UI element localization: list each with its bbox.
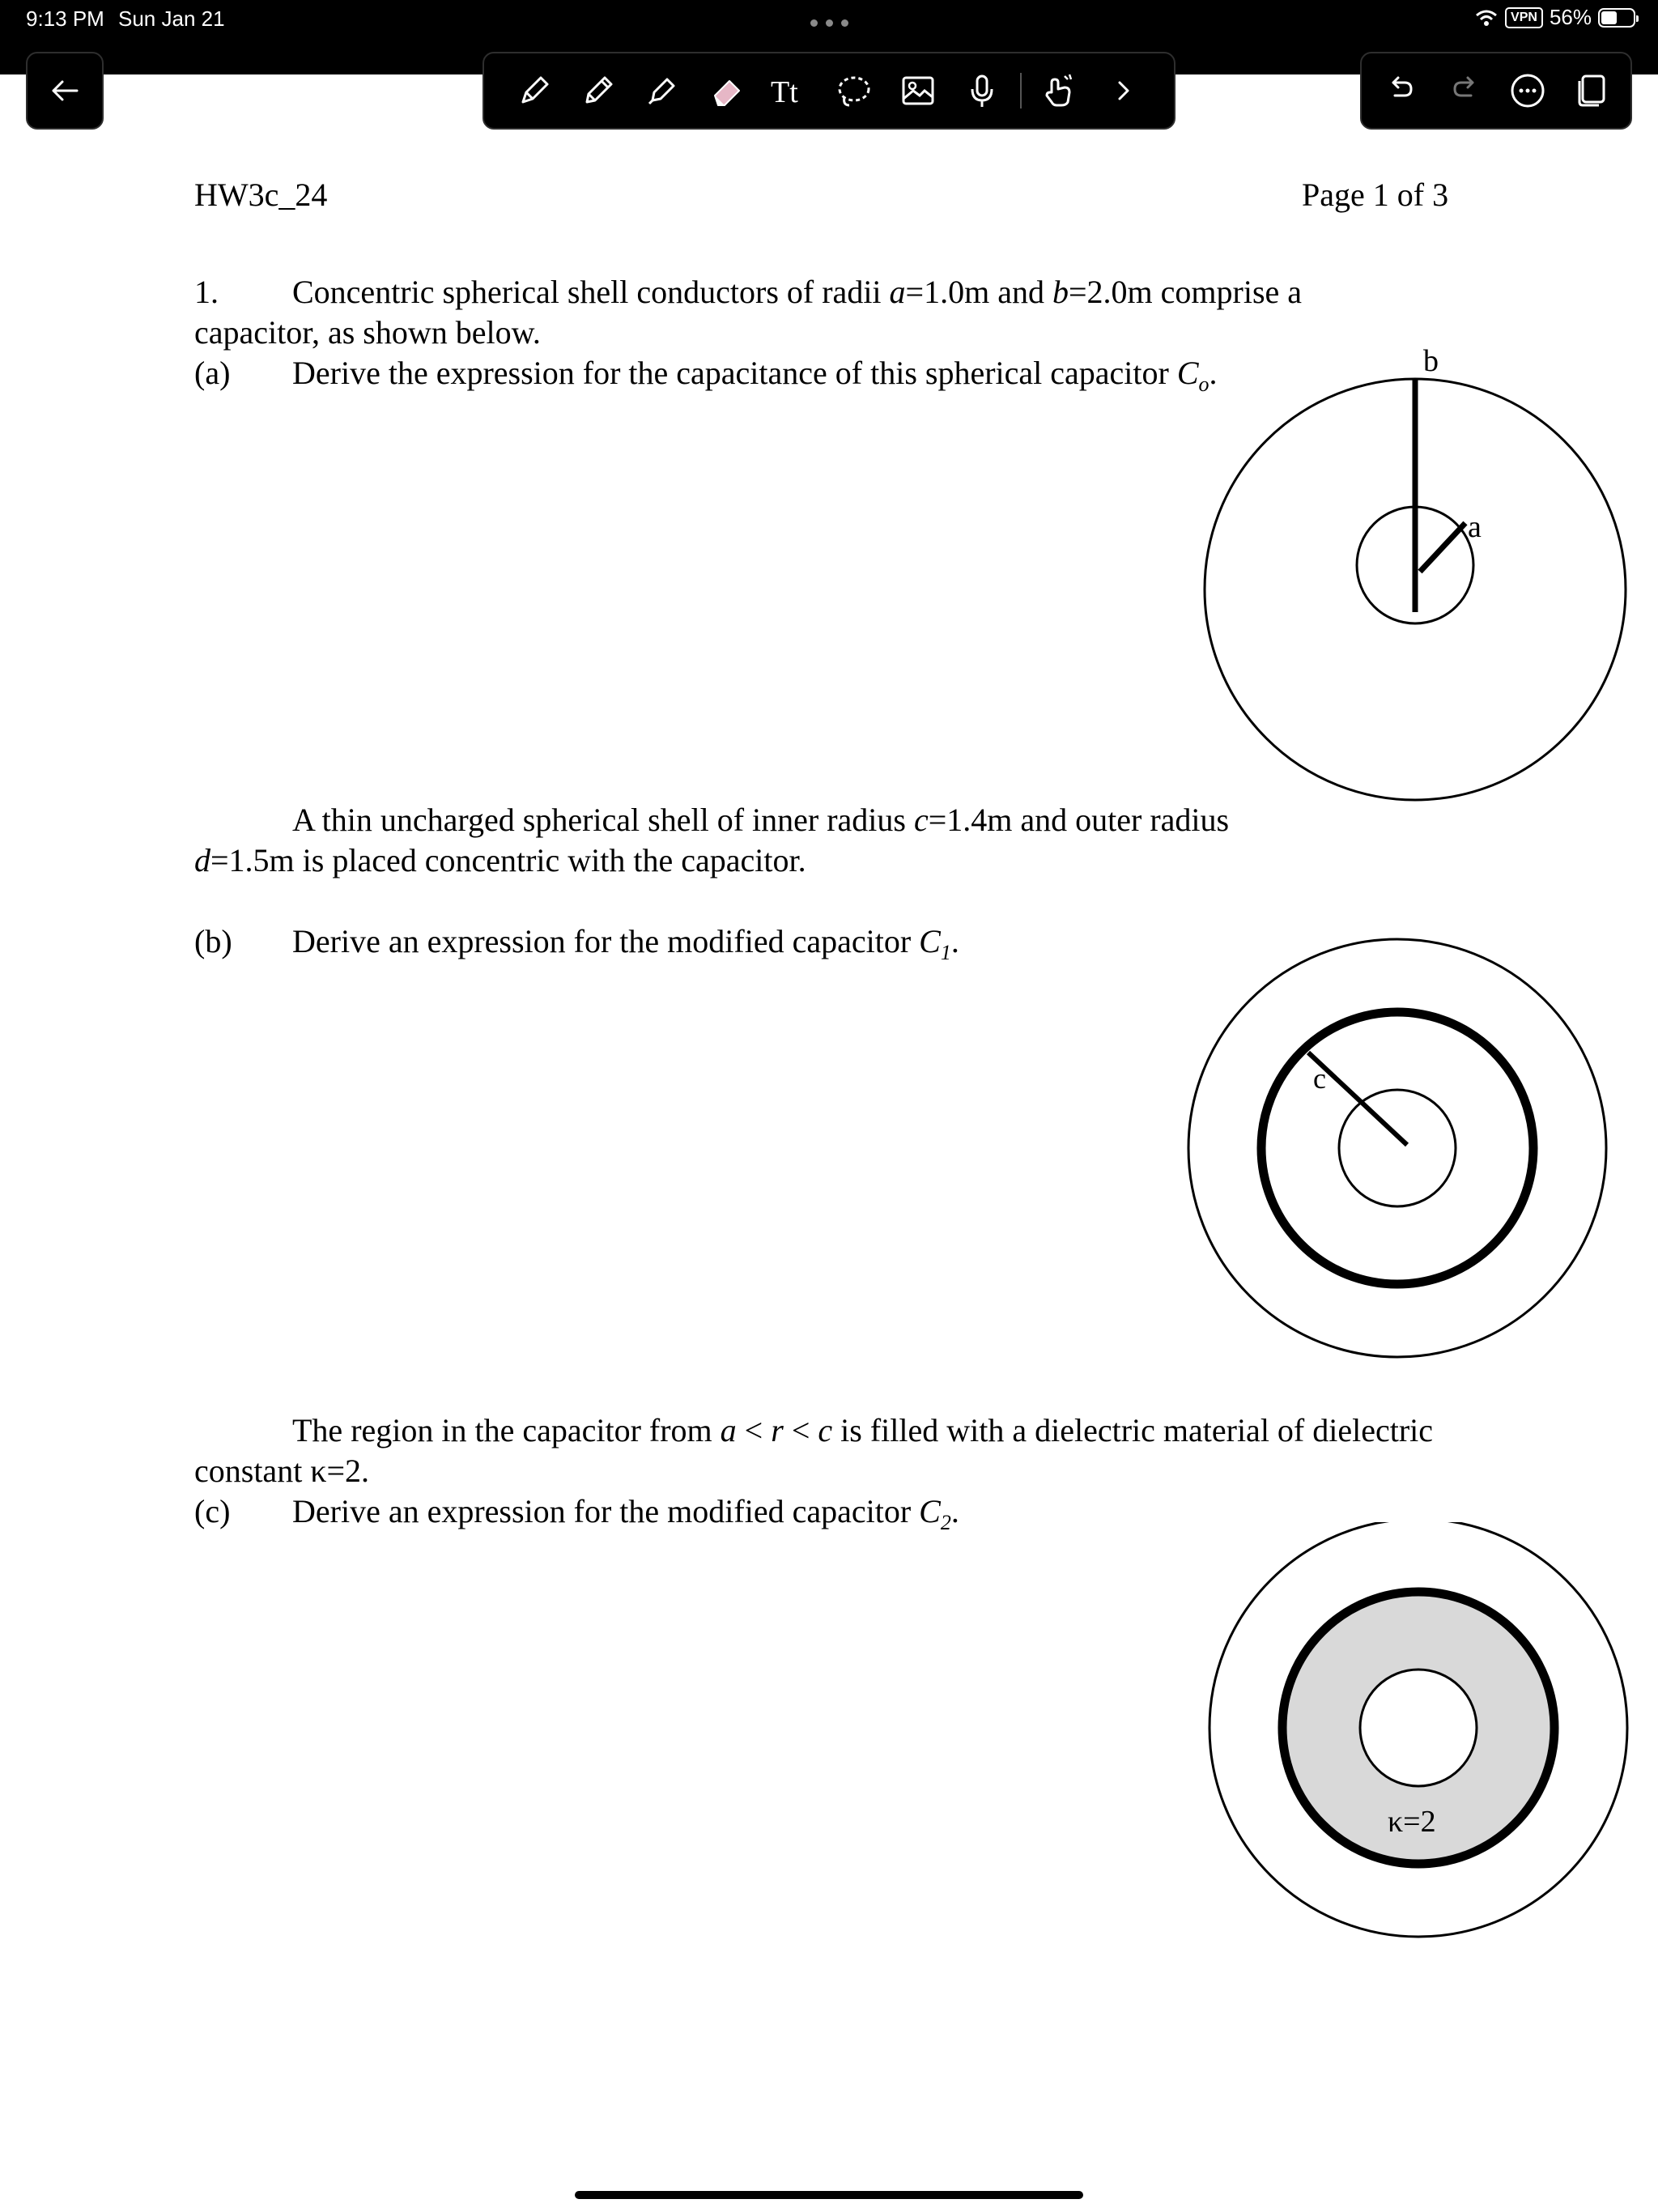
chevron-right-icon xyxy=(1107,74,1140,107)
q1-b-value: =2.0m comprise a xyxy=(1068,274,1303,310)
pencil-tool[interactable] xyxy=(566,58,630,123)
eraser-icon xyxy=(707,71,746,110)
shell-line-1 xyxy=(292,800,1229,840)
hand-pointer-tool[interactable] xyxy=(1028,58,1092,123)
highlighter-tool[interactable] xyxy=(630,58,694,123)
status-date: Sun Jan 21 xyxy=(118,6,225,31)
part-a-subscript: o xyxy=(1198,372,1209,396)
q1-var-b: b xyxy=(1052,274,1069,310)
pen-icon xyxy=(515,71,554,110)
part-c-text xyxy=(292,1491,959,1543)
toolbar-divider xyxy=(1020,73,1022,108)
document-title: HW3c_24 xyxy=(194,177,328,213)
part-a-text xyxy=(292,353,1218,405)
part-b-label: (b) xyxy=(194,923,232,959)
part-c-subscript: 2 xyxy=(940,1511,951,1534)
text-tool[interactable] xyxy=(758,58,822,123)
inner-shell-a xyxy=(1339,1090,1456,1206)
hand-pointer-icon xyxy=(1040,71,1079,110)
part-b-end: . xyxy=(950,923,959,959)
page-label: Page 1 of 3 xyxy=(1302,177,1449,213)
redo-button[interactable] xyxy=(1433,58,1496,123)
shell-text: A thin uncharged spherical shell of inner radius xyxy=(292,802,914,838)
shell-line-2 xyxy=(194,840,806,881)
part-a-end: . xyxy=(1209,355,1218,391)
highlighter-icon xyxy=(643,71,682,110)
part-c-symbol: C xyxy=(919,1493,941,1529)
part-a-symbol: C xyxy=(1176,355,1199,391)
status-right xyxy=(1474,5,1635,30)
question-number: 1. xyxy=(194,274,219,310)
label-b: b xyxy=(1423,344,1439,378)
svg-text:Tt: Tt xyxy=(770,75,798,109)
drawing-toolbar xyxy=(483,52,1175,130)
part-b-prompt: Derive an expression for the modified capacitor xyxy=(292,923,920,959)
label-a: a xyxy=(1468,510,1482,544)
q1-var-a: a xyxy=(889,274,906,310)
part-c-prompt: Derive an expression for the modified capacitor xyxy=(292,1493,920,1529)
more-button[interactable] xyxy=(1496,58,1559,123)
q1-text: Concentric spherical shell conductors of radii xyxy=(292,274,890,310)
microphone-tool[interactable] xyxy=(950,58,1014,123)
wifi-icon xyxy=(1474,8,1499,28)
part-a-prompt: Derive the expression for the capacitance of this spherical capacitor xyxy=(292,355,1177,391)
shell-c-value: =1.4m and outer radius xyxy=(928,802,1230,838)
question-1-line-1 xyxy=(292,272,1302,313)
ineq-lt-1: < xyxy=(736,1412,772,1448)
shell-line-2-text: =1.5m is placed concentric with the capacitor. xyxy=(210,842,806,878)
ineq-a: a xyxy=(720,1412,737,1448)
page-controls xyxy=(1360,52,1632,130)
pages-icon xyxy=(1571,71,1610,110)
figure-2-capacitor-shell xyxy=(1182,931,1642,1368)
part-b-text xyxy=(292,921,959,973)
home-indicator[interactable] xyxy=(575,2191,1083,2199)
pencil-icon xyxy=(579,71,618,110)
part-b-subscript: 1 xyxy=(940,941,951,964)
more-icon xyxy=(1508,71,1547,110)
microphone-icon xyxy=(963,71,1001,110)
redo-icon xyxy=(1447,73,1482,108)
ineq-lt-2: < xyxy=(783,1412,818,1448)
text-tool-icon xyxy=(769,71,811,110)
label-kappa: κ=2 xyxy=(1388,1805,1436,1839)
thin-shell-cd xyxy=(1261,1012,1533,1284)
dielectric-line-1 xyxy=(292,1410,1433,1451)
more-tools-button[interactable] xyxy=(1092,58,1156,123)
pen-tool[interactable] xyxy=(502,58,566,123)
outer-shell-b xyxy=(1188,939,1606,1357)
undo-button[interactable] xyxy=(1370,58,1433,123)
radius-a-line xyxy=(1420,523,1465,572)
battery-percent: 56% xyxy=(1549,5,1592,29)
dielectric-line-2: constant κ=2. xyxy=(194,1453,370,1489)
dielectric-text-b: is filled with a dielectric material of dielectric xyxy=(832,1412,1434,1448)
part-c-label: (c) xyxy=(194,1493,231,1529)
undo-icon xyxy=(1384,73,1419,108)
shell-var-c: c xyxy=(913,802,929,838)
inner-shell-a xyxy=(1360,1670,1477,1786)
part-c-end: . xyxy=(950,1493,959,1529)
status-time: 9:13 PM xyxy=(26,6,104,31)
battery-icon xyxy=(1598,8,1635,28)
multitasking-dots-icon[interactable] xyxy=(0,19,1658,27)
image-icon xyxy=(899,71,937,110)
eraser-tool[interactable] xyxy=(694,58,758,123)
ineq-c: c xyxy=(818,1412,833,1448)
question-1-line-2: capacitor, as shown below. xyxy=(194,314,541,351)
label-c: c xyxy=(1313,1062,1326,1095)
dielectric-text-a: The region in the capacitor from xyxy=(292,1412,721,1448)
lasso-icon xyxy=(835,71,874,110)
shell-var-d: d xyxy=(194,842,210,878)
part-a-label: (a) xyxy=(194,355,231,391)
figure-3-capacitor-dielectric xyxy=(1182,1522,1642,1951)
back-button[interactable] xyxy=(26,52,104,130)
battery-fill xyxy=(1601,11,1617,24)
q1-a-value: =1.0m and xyxy=(905,274,1052,310)
arrow-left-icon xyxy=(50,79,79,103)
image-tool[interactable] xyxy=(886,58,950,123)
figure-1-capacitor xyxy=(1182,332,1642,818)
lasso-tool[interactable] xyxy=(822,58,886,123)
vpn-badge: VPN xyxy=(1505,7,1543,28)
ineq-r: r xyxy=(771,1412,784,1448)
pages-button[interactable] xyxy=(1559,58,1622,123)
part-b-symbol: C xyxy=(919,923,941,959)
